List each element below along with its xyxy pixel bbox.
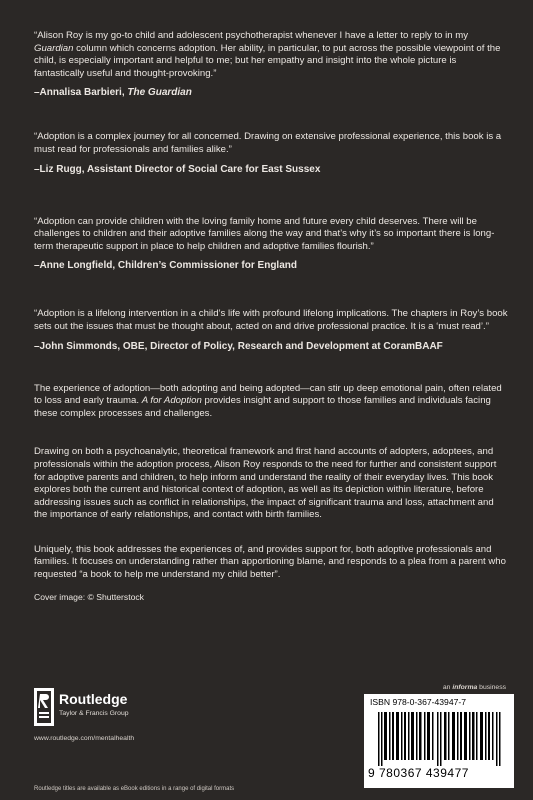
routledge-logo-icon: [34, 688, 54, 726]
review-quote-2: [34, 131, 508, 175]
quote-text: “Adoption is a complex journey for all concerned. Drawing on extensive professional experience, this book is a must read for professionals and families alike.”: [34, 131, 502, 155]
quote-text: “Alison Roy is my go-to child and adolescent psychotherapist whenever I have a letter to reply to in my Guardian column which concerns adoption. Her ability, in particular, to put across the possible viewpoint of the child, is especially important and helpful to me; but her empathy and insight into the whole picture is fantastically useful and thought-provoking.”: [34, 30, 501, 79]
quote-text: “Adoption is a lifelong intervention in a child’s life with profound lifelong implications. The chapters in Roy’s book sets out the issues that must be thought about, acted on and drive professional practice. It is a ‘must read’.”: [34, 308, 508, 332]
quote-attribution: –Annalisa Barbieri, The Guardian: [34, 87, 192, 99]
description-paragraph-1: The experience of adoption—both adopting and being adopted—can stir up deep emotional pain, often related to loss and early trauma. A for Adoption provides insight and support to those families and individuals facing these complex processes and challenges.: [34, 382, 502, 419]
ebook-note: Routledge titles are available as eBook editions in a range of digital formats: [34, 786, 235, 792]
routledge-logo: [34, 686, 204, 730]
review-quote-1: [34, 30, 508, 99]
publisher-footer: [34, 684, 508, 792]
barcode-bars-icon: [378, 712, 506, 766]
cover-image-credit: Cover image: © Shutterstock: [34, 591, 144, 602]
quote-text: “Adoption can provide children with the loving family home and future every child deserves. There will be challenges to children and their adoptive families along the way and that’s why it’s so important there is long-term therapeutic support in place to help children and adoptive families flourish.”: [34, 215, 495, 252]
description-paragraph-3: Uniquely, this book addresses the experiences of, and provides support for, both adoptive professionals and families. It focuses on understanding rather than apportioning blame, and responds to a plea from a parent who requested “a book to help me understand my child better”.: [34, 543, 506, 581]
quote-attribution: –Anne Longfield, Children’s Commissioner for England: [34, 260, 297, 272]
quote-attribution: –John Simmonds, OBE, Director of Policy, Research and Development at CoramBAAF: [34, 340, 443, 352]
review-quote-4: [34, 308, 508, 352]
informa-business-label: an informa business: [442, 684, 506, 691]
publisher-name: Routledge: [59, 691, 128, 707]
isbn-barcode: [364, 694, 514, 788]
review-quote-3: [34, 216, 508, 273]
publisher-website: www.routledge.com/mentalhealth: [34, 735, 135, 742]
barcode-digits: 9 780367 439477: [368, 766, 469, 780]
isbn-number: ISBN 978-0-367-43947-7: [370, 697, 467, 707]
description-paragraph-2: Drawing on both a psychoanalytic, theoretical framework and first hand accounts of adopters, adoptees, and professionals within the adoption process, Alison Roy responds to the need for further and consistent support for adoptive parents and children, to help inform and understand the reality of their everyday lives. This book explores both the current and historical context of adoption, as well as its depiction within literature, before addressing issues such as conflict in relationships, the impact of significant trauma and loss, attachment and the importance of early relationships, and contact with birth families.: [34, 446, 497, 521]
cover-text-column: [34, 30, 508, 602]
quote-attribution: –Liz Rugg, Assistant Director of Social Care for East Sussex: [34, 163, 321, 175]
publisher-group: Taylor & Francis Group: [59, 710, 129, 717]
